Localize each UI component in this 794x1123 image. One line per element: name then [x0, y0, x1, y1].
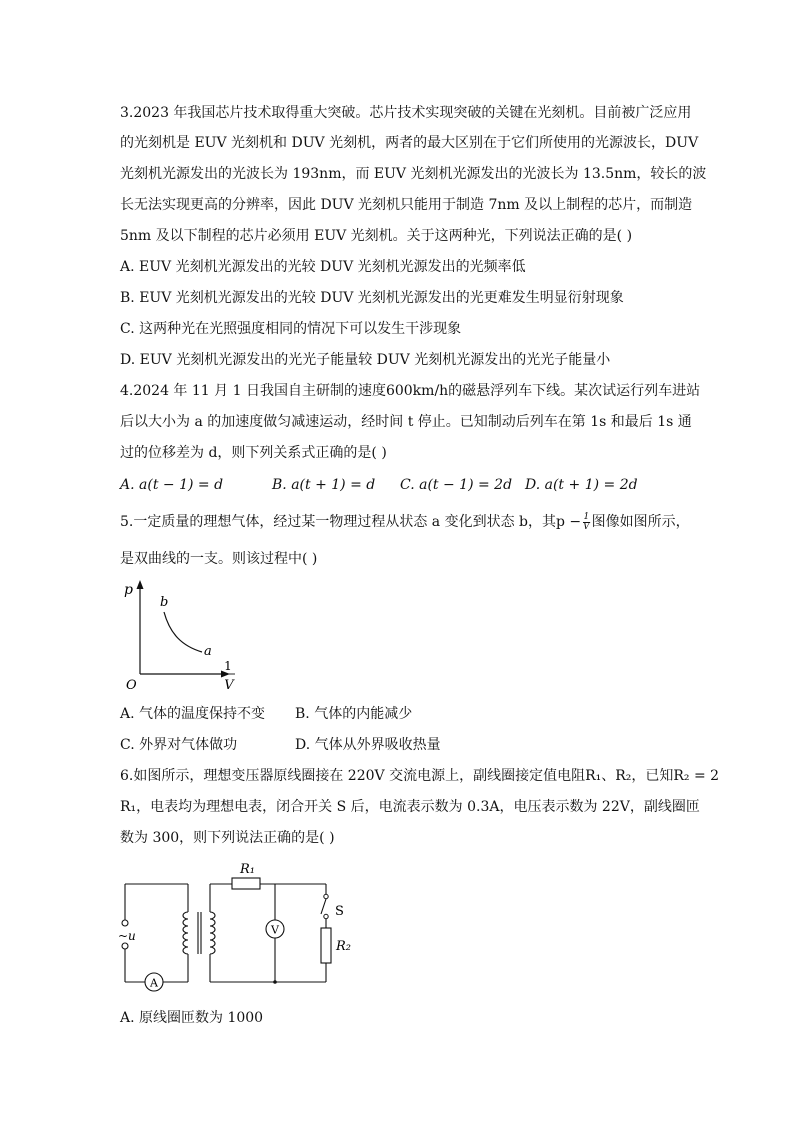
q3-line: 光刻机光源发出的光波长为 193nm，而 EUV 光刻机光源发出的光波长为 13.5nm，较长的波	[120, 166, 707, 182]
q5-option-c: C. 外界对气体做功	[120, 737, 238, 753]
q6-option-a: A. 原线圈匝数为 1000	[120, 1010, 264, 1026]
x-axis-label-numerator: 1	[224, 659, 232, 673]
q5-option-a: A. 气体的温度保持不变	[120, 706, 266, 722]
q6-line: 6.如图所示，理想变压器原线圈接在 220V 交流电源上，副线圈接定值电阻R₁、R₂，已知R₂ = 2	[120, 768, 720, 784]
q3-option-b: B. EUV 光刻机光源发出的光较 DUV 光刻机光源发出的光更难发生明显衍射现象	[120, 290, 624, 306]
q4-line: 后以大小为 a 的加速度做匀减速运动，经时间 t 停止。已知制动后列车在第 1s 和最后 1s 通	[120, 414, 692, 430]
source-terminal-bottom	[122, 943, 128, 949]
q4-option-d: D. a(t + 1) = 2d	[525, 477, 638, 493]
q3-option-c: C. 这两种光在光照强度相同的情况下可以发生干涉现象	[120, 321, 462, 337]
transformer-circuit	[112, 858, 362, 998]
primary-coil	[183, 912, 188, 954]
source-terminal-top	[122, 920, 128, 926]
q5-option-b: B. 气体的内能减少	[295, 706, 413, 722]
q3-option-a: A. EUV 光刻机光源发出的光较 DUV 光刻机光源发出的光频率低	[120, 259, 526, 275]
q4-option-c: C. a(t − 1) = 2d	[400, 477, 513, 493]
q3-line: 的光刻机是 EUV 光刻机和 DUV 光刻机，两者的最大区别在于它们所使用的光源波长，DUV	[120, 135, 699, 151]
q6-line: 数为 300，则下列说法正确的是( )	[120, 830, 335, 846]
resistor-r2	[321, 928, 331, 963]
voltmeter-label: V	[271, 923, 279, 937]
q4-line: 4.2024 年 11 月 1 日我国自主研制的速度600km/h的磁悬浮列车下线。某次试运行列车进站	[120, 383, 701, 399]
x-axis-label-denominator: V	[224, 678, 234, 693]
r2-label: R₂	[336, 939, 351, 954]
y-axis-label: p	[124, 582, 133, 598]
fraction-denominator: V	[583, 521, 590, 532]
q4-option-b: B. a(t + 1) = d	[272, 477, 376, 493]
q3-line: 3.2023 年我国芯片技术取得重大突破。芯片技术实现突破的关键在光刻机。目前被广泛应用	[120, 105, 692, 121]
switch-contact	[324, 894, 328, 898]
q3-line: 长无法实现更高的分辨率，因此 DUV 光刻机只能用于制造 7nm 及以上制程的芯片，而制造	[120, 197, 693, 213]
q3-option-d: D. EUV 光刻机光源发出的光光子能量较 DUV 光刻机光源发出的光光子能量小	[120, 352, 611, 368]
q5-line-end: 图像如图所示，	[591, 514, 690, 530]
fraction-numerator: 1	[583, 511, 590, 522]
hyperbola-curve	[164, 612, 202, 652]
q5-line-start: 5.一定质量的理想气体，经过某一物理过程从状态 a 变化到状态 b，其p −	[120, 514, 582, 530]
ammeter-label: A	[150, 976, 158, 990]
y-axis-arrow	[137, 580, 144, 589]
q5-inline-fraction	[583, 513, 590, 532]
q6-line: R₁，电表均为理想电表，闭合开关 S 后，电流表示数为 0.3A，电压表示数为 22V，副线圈匝	[120, 799, 700, 815]
point-b-label: b	[160, 595, 169, 610]
junction-dot	[273, 980, 277, 984]
switch-contact	[324, 914, 328, 918]
switch-blade	[321, 899, 326, 914]
point-a-label: a	[204, 644, 212, 659]
q5-line: 是双曲线的一支。则该过程中( )	[120, 551, 318, 567]
secondary-coil	[210, 912, 215, 954]
q3-line: 5nm 及以下制程的芯片必须用 EUV 光刻机。关于这两种光，下列说法正确的是( )	[120, 228, 633, 244]
q4-line: 过的位移差为 d，则下列关系式正确的是( )	[120, 445, 387, 461]
resistor-r1	[232, 878, 260, 889]
switch-label: S	[335, 904, 344, 919]
q5-line	[120, 511, 690, 532]
p-v-graph	[118, 576, 248, 698]
q5-option-d: D. 气体从外界吸收热量	[295, 737, 441, 753]
r1-label: R₁	[240, 862, 255, 877]
origin-label: O	[126, 678, 137, 693]
source-label: ~u	[118, 929, 136, 943]
q4-option-a: A. a(t − 1) = d	[120, 477, 224, 493]
